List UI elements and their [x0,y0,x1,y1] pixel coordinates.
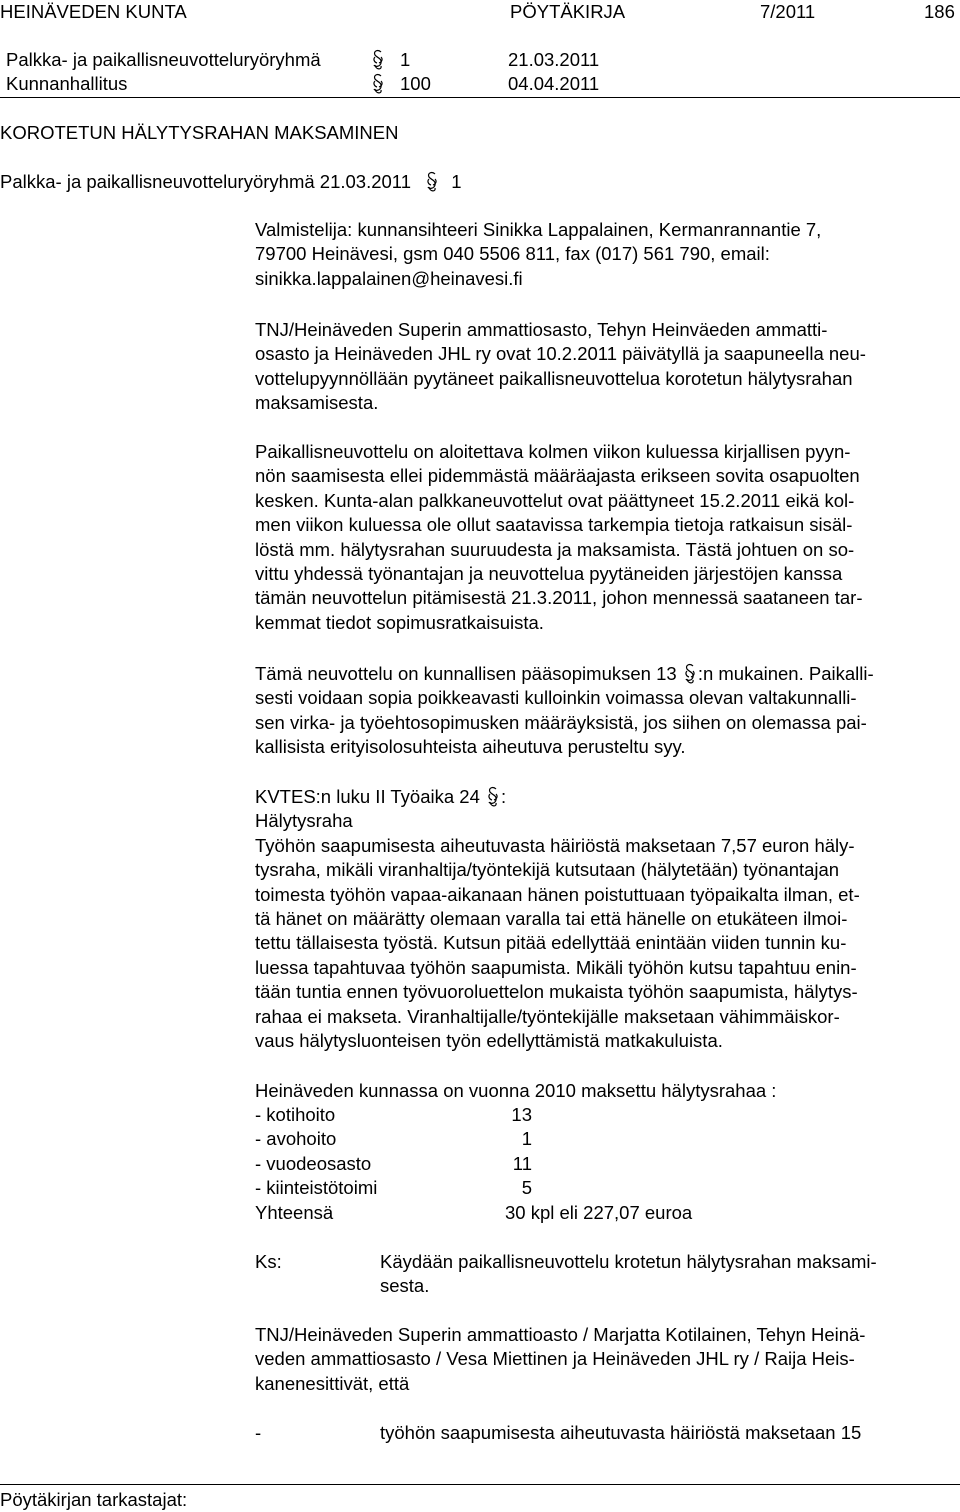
section-icon [370,72,386,96]
text-line: kesken. Kunta-alan palkkaneuvottelut ovat päättyneet 15.2.2011 eikä kol- [255,489,855,511]
payments-intro: Heinäveden kunnassa on vuonna 2010 maksettu hälytysrahaa : [255,1080,777,1101]
text-line: sesta. [380,1275,430,1297]
request-paragraph [255,318,960,416]
text-line: vottelupyynnöllään pyytäneet paikallisneuvottelua korotetun hälytysrahan [255,367,853,389]
proposal-dash: - [255,1422,262,1443]
text-segment: KVTES:n luku II Työaika 24 [255,786,486,807]
payment-value: 1 [521,1128,532,1149]
text-line: vittu yhdessä työnantajan ja neuvottelua pyytäneiden järjestöjen kanssa [255,563,843,585]
subheading-number: 1 [451,171,462,192]
text-line: sinikka.lappalainen@heinavesi.fi [255,267,523,289]
page-number: 186 [924,1,955,22]
header-divider [0,97,960,98]
subheading [0,170,462,194]
text-line: kallisista erityisolosuhteista aiheutuva perusteltu syy. [255,736,686,758]
text-line: osasto ja Heinäveden JHL ry ovat 10.2.2011 päivätyllä ja saapuneella neu- [255,343,866,365]
text-line: tämän neuvottelun pitämisestä 21.3.2011, johon mennessä saataneen tar- [255,587,863,609]
payment-total-value: 30 kpl eli 227,07 euroa [505,1202,693,1223]
payments-section [255,1079,960,1103]
text-line: toimesta työhön vapaa-aikanaan hänen poistuttuaan työpaikalta ilman, et- [255,883,860,905]
meeting-body: Kunnanhallitus [6,73,128,94]
text-segment: :n mukainen. Paikalli- [697,663,874,684]
text-line: Työhön saapumisesta aiheutuvasta häiriöstä maksetaan 7,57 euron häly- [255,834,855,856]
text-line: men viikon kuluessa ole ollut saatavissa tarkempia tietoja ratkaisun sisäl- [255,514,853,536]
text-line: 79700 Heinävesi, gsm 040 5506 811, fax (017) 561 790, email: [255,243,770,265]
text-line: tään tuntia ennen työvuoroluettelon mukaista työhön saapumista, hälytys- [255,981,858,1003]
section-icon [370,48,386,72]
payment-value: 11 [512,1153,532,1174]
text-line: TNJ/Heinäveden Superin ammattioasto / Marjatta Kotilainen, Tehyn Heinä- [255,1324,866,1345]
text-line: luessa tapahtuvaa työhön saapumista. Mikäli työhön kutsu tapahtuu enin- [255,956,857,978]
text-line: löstä mm. hälytysrahan suuruudesta ja maksamista. Tästä johtuen on so- [255,538,855,560]
ks-label: Ks: [255,1251,282,1272]
subheading-text: Palkka- ja paikallisneuvotteluryöryhmä 21.03.2011 [0,171,412,192]
meeting-date: 04.04.2011 [508,73,600,94]
text-line: Valmistelija: kunnansihteeri Sinikka Lappalainen, Kermanrannantie 7, [255,219,822,240]
meeting-number: 100 [400,73,431,94]
text-line: maksamisesta. [255,392,379,414]
payment-value: 13 [511,1104,532,1125]
document-type: PÖYTÄKIRJA [510,1,626,22]
text-line: veden ammattiosasto / Vesa Miettinen ja Heinäveden JHL ry / Raija Heis- [255,1348,855,1370]
payment-label: - kiinteistötoimi [255,1177,378,1198]
text-line: Käydään paikallisneuvottelu krotetun hälytysrahan maksami- [380,1251,877,1272]
text-line: rahaa ei makseta. Viranhaltijalle/työntekijälle maksetaan vähimmäiskor- [255,1005,840,1027]
page-title: KOROTETUN HÄLYTYSRAHAN MAKSAMINEN [0,122,399,143]
proposal-text: työhön saapumisesta aiheutuvasta häiriöstä maksetaan 15 [380,1422,862,1443]
text-line: sen virka- ja työehtosopimusken määräyksistä, jos siihen on olemassa pai- [255,711,867,733]
payment-label: - vuodeosasto [255,1153,372,1174]
section-icon [682,662,698,686]
text-line: nön saamisesta ellei pidemmästä määräajasta erikseen sovita osapuolten [255,465,860,487]
payment-value: 5 [521,1177,532,1198]
main-agreement-paragraph [255,662,960,760]
meeting-body: Palkka- ja paikallisneuvotteluryöryhmä [6,49,321,70]
text-segment: Tämä neuvottelu on kunnallisen pääsopimuksen 13 [255,663,682,684]
text-line: Paikallisneuvottelu on aloitettava kolmen viikon kuluessa kirjallisen pyyn- [255,441,851,462]
kvtes-section [255,785,960,1053]
section-icon [485,785,501,809]
text-line: tä hänet on määrätty olemaan varalla tai että hänelle on etukäteen ilmoi- [255,908,848,930]
text-line: tettu tällaisesta työstä. Kutsun pitää edellyttää enintään viiden tunnin ku- [255,932,847,954]
payment-label: - kotihoito [255,1104,336,1125]
text-line [255,662,960,686]
negotiation-paragraph [255,440,960,635]
text-line: kemmat tiedot sopimusratkaisuista. [255,611,544,633]
kvtes-reference [255,785,960,809]
section-icon [424,170,440,194]
text-line: sesti voidaan sopia poikkeavasti kulloinkin voimassa olevan valtakunnalli- [255,687,857,709]
payment-label: - avohoito [255,1128,337,1149]
payment-total-label: Yhteensä [255,1202,334,1223]
meeting-number: 1 [400,49,411,70]
text-line: kanenesittivät, että [255,1372,410,1394]
kvtes-heading: Hälytysraha [255,810,353,832]
text-segment: : [501,786,507,807]
ks-text [380,1250,877,1299]
preparer-paragraph [255,218,960,291]
text-line: vaus hälytysluonteisen työn edellyttämistä matkakuluista. [255,1030,723,1052]
negotiators-paragraph [255,1323,960,1396]
meeting-date: 21.03.2011 [508,49,600,70]
footer-divider [0,1484,960,1485]
municipality-name: HEINÄVEDEN KUNTA [0,1,187,22]
reviewers-label: Pöytäkirjan tarkastajat: [0,1489,188,1510]
text-line: tysraha, mikäli viranhaltija/työntekijä kutsutaan (hälytetään) työnantajan [255,859,840,881]
text-line: TNJ/Heinäveden Superin ammattiosasto, Tehyn Heinväeden ammatti- [255,319,828,340]
document-number: 7/2011 [760,1,816,22]
